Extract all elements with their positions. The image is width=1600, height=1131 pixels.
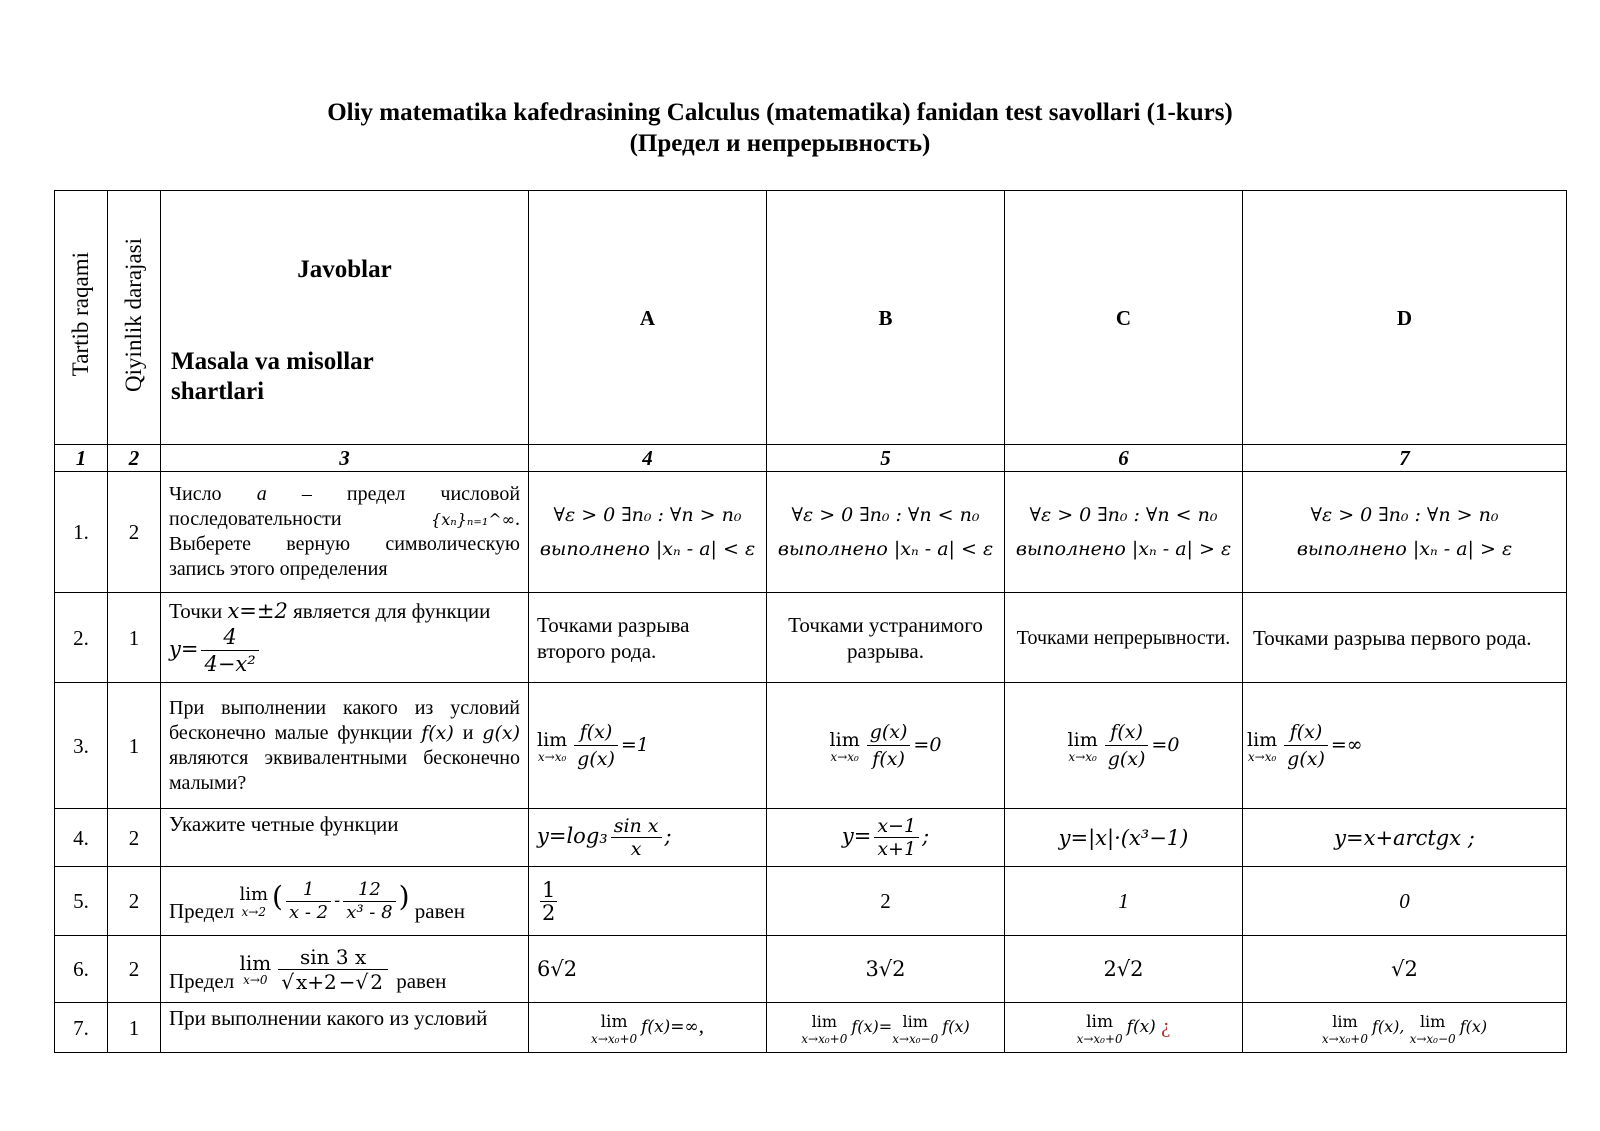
row-number: 4.: [55, 809, 108, 867]
answer-b[interactable]: lim x→x₀ $\frac{g(x)}{f(x)}$ =0: [767, 683, 1005, 809]
answer-a[interactable]: lim x→x₀+0 f(x)=∞,: [529, 1003, 767, 1053]
answer-a[interactable]: y=log₃ $\frac{\text{sin x}}{x}$ ;: [529, 809, 767, 867]
index-row: [55, 445, 1567, 472]
answer-d[interactable]: lim x→x₀ $\frac{f(x)}{g(x)}$ =∞: [1243, 683, 1567, 809]
answer-a[interactable]: lim x→x₀ $\frac{f(x)}{g(x)}$ =1: [529, 683, 767, 809]
answer-c[interactable]: lim x→x₀ $\frac{f(x)}{g(x)}$ =0: [1005, 683, 1243, 809]
answer-c[interactable]: 1: [1005, 867, 1243, 936]
row-level: 2: [108, 809, 161, 867]
row-number: 3.: [55, 683, 108, 809]
header-javoblar: Javoblar: [297, 256, 392, 283]
answer-d[interactable]: 0: [1243, 867, 1567, 936]
answer-d[interactable]: Точками разрыва первого рода.: [1243, 593, 1567, 683]
answer-c[interactable]: y=|x|·(x³−1): [1005, 809, 1243, 867]
test-questions-table: [54, 190, 1567, 1053]
question-text: Точки x=±2 является для функции y= $\frac{4}{\text{4−x²}}$: [161, 593, 529, 683]
question-row-2: [55, 593, 1567, 683]
answer-a[interactable]: $\frac{1}{2}$: [529, 867, 767, 936]
index-cell: 3: [161, 445, 529, 472]
index-cell: 7: [1243, 445, 1567, 472]
question-row-5: [55, 867, 1567, 936]
answer-b[interactable]: ∀ε > 0 ∃n₀ : ∀n < n₀ выполнено |xₙ - a| < ε: [767, 472, 1005, 593]
question-text: Предел lim x→2 ( $\frac{1}{x - 2}$ - $\frac{12}{\text{x³ - 8}}$ ) равен: [161, 867, 529, 936]
answer-a[interactable]: 6√2: [529, 936, 767, 1003]
header-col-c: C: [1005, 191, 1243, 445]
row-number: 1.: [55, 472, 108, 593]
answer-b[interactable]: y= $\frac{x-1}{x+1}$ ;: [767, 809, 1005, 867]
header-masala-label: Masala va misollar shartlari: [171, 348, 374, 405]
answer-c[interactable]: Точками непрерывности.: [1005, 593, 1243, 683]
answer-a[interactable]: Точками разрыва второго рода.: [529, 593, 767, 683]
row-level: 2: [108, 867, 161, 936]
question-row-3: [55, 683, 1567, 809]
header-tartib: Tartib raqami: [55, 191, 108, 445]
question-text: Предел lim x→0 $\frac{\sin 3 x}{√ x+2 -√ 2}$ равен: [161, 936, 529, 1003]
row-level: 2: [108, 936, 161, 1003]
question-text: При выполнении какого из условий: [161, 1003, 529, 1053]
row-number: 5.: [55, 867, 108, 936]
answer-a[interactable]: ∀ε > 0 ∃n₀ : ∀n > n₀ выполнено |xₙ - a| < ε: [529, 472, 767, 593]
answer-d[interactable]: y=x+arctgx ;: [1243, 809, 1567, 867]
row-level: 1: [108, 683, 161, 809]
answer-b[interactable]: lim x→x₀+0 f(x)= lim x→x₀−0 f(x): [767, 1003, 1005, 1053]
index-cell: 5: [767, 445, 1005, 472]
row-number: 6.: [55, 936, 108, 1003]
index-cell: 4: [529, 445, 767, 472]
header-row: [55, 191, 1567, 445]
index-cell: 6: [1005, 445, 1243, 472]
row-level: 2: [108, 472, 161, 593]
index-cell: 2: [108, 445, 161, 472]
question-text: Укажите четные функции: [161, 809, 529, 867]
row-level: 1: [108, 593, 161, 683]
question-row-6: [55, 936, 1567, 1003]
answer-b[interactable]: 3√2: [767, 936, 1005, 1003]
answer-c[interactable]: lim x→x₀+0 f(x) ¿: [1005, 1003, 1243, 1053]
answer-c[interactable]: 2√2: [1005, 936, 1243, 1003]
document-title: Oliy matematika kafedrasining Calculus (matematika) fanidan test savollari (1-kurs): [327, 99, 1233, 126]
answer-b[interactable]: Точками устранимого разрыва.: [767, 593, 1005, 683]
question-text: При выполнении какого из условий бесконечно малые функции f(x) и g(x) являются эквивалентными бесконечно малыми?: [161, 683, 529, 809]
document-subtitle: (Предел и непрерывность): [629, 130, 931, 157]
header-qiyinlik: Qiyinlik darajasi: [108, 191, 161, 445]
header-masala: [161, 191, 529, 445]
answer-d[interactable]: √2: [1243, 936, 1567, 1003]
question-text: Число a – предел числовой последовательности {xₙ}ₙ₌₁^∞. Выберете верную символическую запись этого определения: [161, 472, 529, 593]
answer-c[interactable]: ∀ε > 0 ∃n₀ : ∀n < n₀ выполнено |xₙ - a| > ε: [1005, 472, 1243, 593]
question-row-4: [55, 809, 1567, 867]
header-col-b: B: [767, 191, 1005, 445]
row-number: 2.: [55, 593, 108, 683]
question-row-7: [55, 1003, 1567, 1053]
question-row-1: [55, 472, 1567, 593]
header-col-d: D: [1243, 191, 1567, 445]
answer-b[interactable]: 2: [767, 867, 1005, 936]
row-number: 7.: [55, 1003, 108, 1053]
answer-d[interactable]: ∀ε > 0 ∃n₀ : ∀n > n₀ выполнено |xₙ - a| > ε: [1243, 472, 1567, 593]
index-cell: 1: [55, 445, 108, 472]
row-level: 1: [108, 1003, 161, 1053]
answer-d[interactable]: lim x→x₀+0 f(x), lim x→x₀−0 f(x): [1243, 1003, 1567, 1053]
header-col-a: A: [529, 191, 767, 445]
